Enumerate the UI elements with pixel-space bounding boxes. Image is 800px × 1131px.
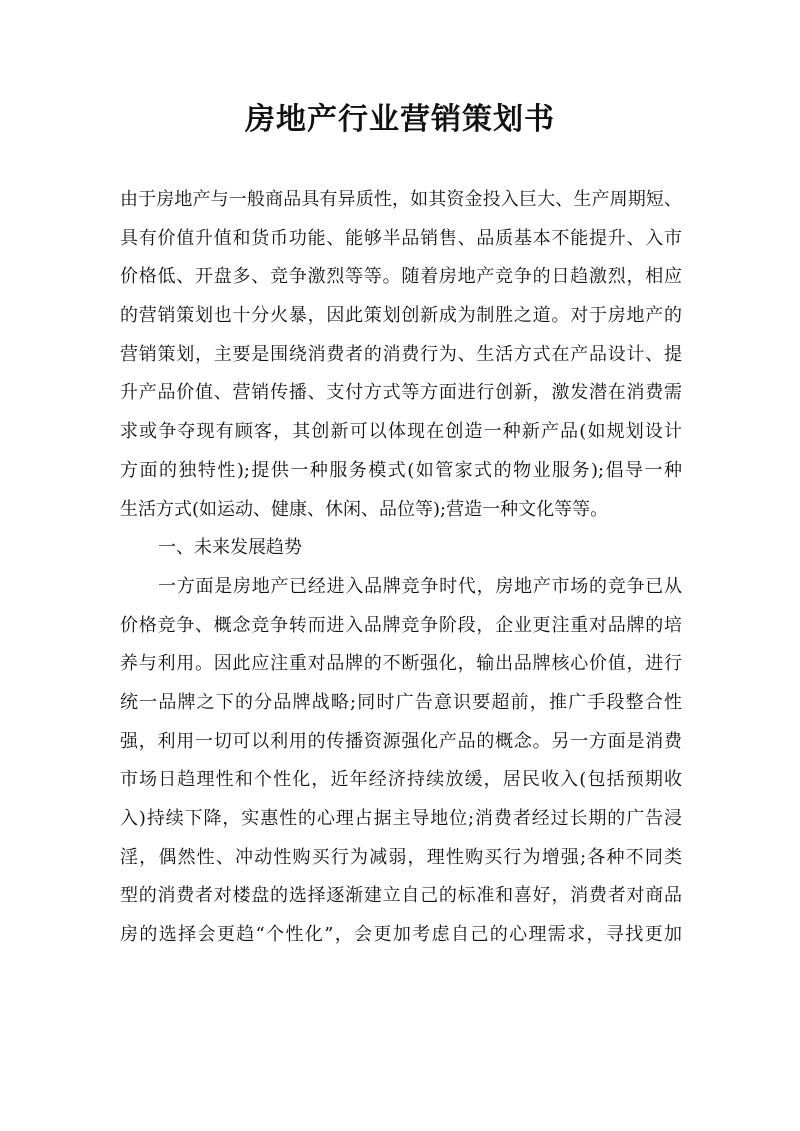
document-body — [120, 181, 682, 955]
paragraph-trend — [120, 568, 682, 955]
text-line: 一方面是房地产已经进入品牌竞争时代，房地产市场的竞争已从 — [158, 575, 682, 597]
text-line: 淫，偶然性、冲动性购买行为减弱，理性购买行为增强;各种不同类 — [120, 846, 682, 868]
section-heading-text: 一、未来发展趋势 — [158, 537, 302, 559]
text-line: 生活方式(如运动、健康、休闲、品位等);营造一种文化等等。 — [120, 498, 609, 520]
text-line: 强，利用一切可以利用的传播资源强化产品的概念。另一方面是消费 — [120, 730, 682, 752]
text-line: 价格低、开盘多、竞争激烈等等。随着房地产竞争的日趋激烈，相应 — [120, 266, 682, 288]
text-line: 求或争夺现有顾客，其创新可以体现在创造一种新产品(如规划设计 — [120, 421, 682, 443]
text-line: 由于房地产与一般商品具有异质性，如其资金投入巨大、生产周期短、 — [120, 189, 682, 210]
text-line: 升产品价值、营销传播、支付方式等方面进行创新，激发潜在消费需 — [120, 382, 682, 404]
text-line: 价格竞争、概念竞争转而进入品牌竞争阶段，企业更注重对品牌的培 — [120, 614, 682, 636]
text-line: 型的消费者对楼盘的选择逐渐建立自己的标准和喜好，消费者对商品 — [120, 885, 682, 907]
text-line: 市场日趋理性和个性化，近年经济持续放缓，居民收入(包括预期收 — [120, 769, 682, 791]
section-heading — [120, 529, 682, 568]
text-line: 房的选择会更趋“个性化”，会更加考虑自己的心理需求，寻找更加 — [120, 924, 682, 946]
text-line: 统一品牌之下的分品牌战略;同时广告意识要超前，推广手段整合性 — [120, 691, 682, 713]
text-line: 养与利用。因此应注重对品牌的不断强化，输出品牌核心价值，进行 — [120, 653, 682, 675]
text-line: 具有价值升值和货币功能、能够半品销售、品质基本不能提升、入市 — [120, 227, 682, 249]
text-line: 营销策划，主要是围绕消费者的消费行为、生活方式在产品设计、提 — [120, 343, 682, 365]
paragraph-intro — [120, 181, 682, 529]
text-line: 入)持续下降，实惠性的心理占据主导地位;消费者经过长期的广告浸 — [120, 808, 682, 829]
text-line: 方面的独特性);提供一种服务模式(如管家式的物业服务);倡导一种 — [120, 459, 682, 481]
text-line: 的营销策划也十分火暴，因此策划创新成为制胜之道。对于房地产的 — [120, 305, 682, 327]
document-title: 房地产行业营销策划书 — [245, 102, 555, 137]
